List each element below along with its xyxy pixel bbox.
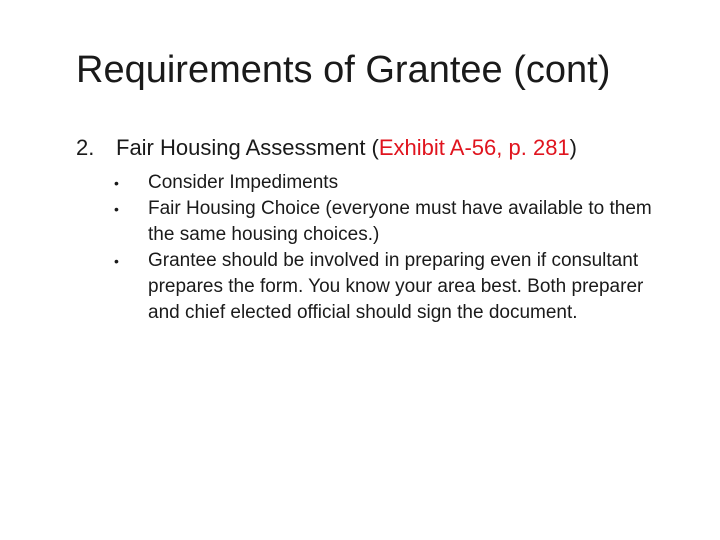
bullet-item [100, 248, 660, 326]
bullet-marker: • [114, 201, 119, 217]
bullet-item [100, 196, 660, 248]
bullet-item [100, 170, 660, 196]
bullet-list [100, 170, 660, 326]
bullet-text: Consider Impediments [148, 172, 339, 193]
numbered-item [76, 132, 577, 164]
bullet-marker: • [114, 175, 119, 191]
item-number: 2. [76, 135, 95, 160]
bullet-marker: • [114, 253, 119, 269]
bullet-text: Grantee should be involved in preparing even if consultant prepares the form. You know your area best. Both preparer and chief elected official should sign the document. [148, 250, 644, 323]
exhibit-reference: Exhibit A-56, p. 281 [378, 135, 570, 160]
bullet-text: Fair Housing Choice (everyone must have available to them the same housing choices.) [148, 198, 652, 245]
slide-title: Requirements of Grantee (cont) [76, 49, 611, 91]
item-text-after: ) [569, 135, 577, 160]
item-text-before: Fair Housing Assessment ( [116, 135, 379, 160]
